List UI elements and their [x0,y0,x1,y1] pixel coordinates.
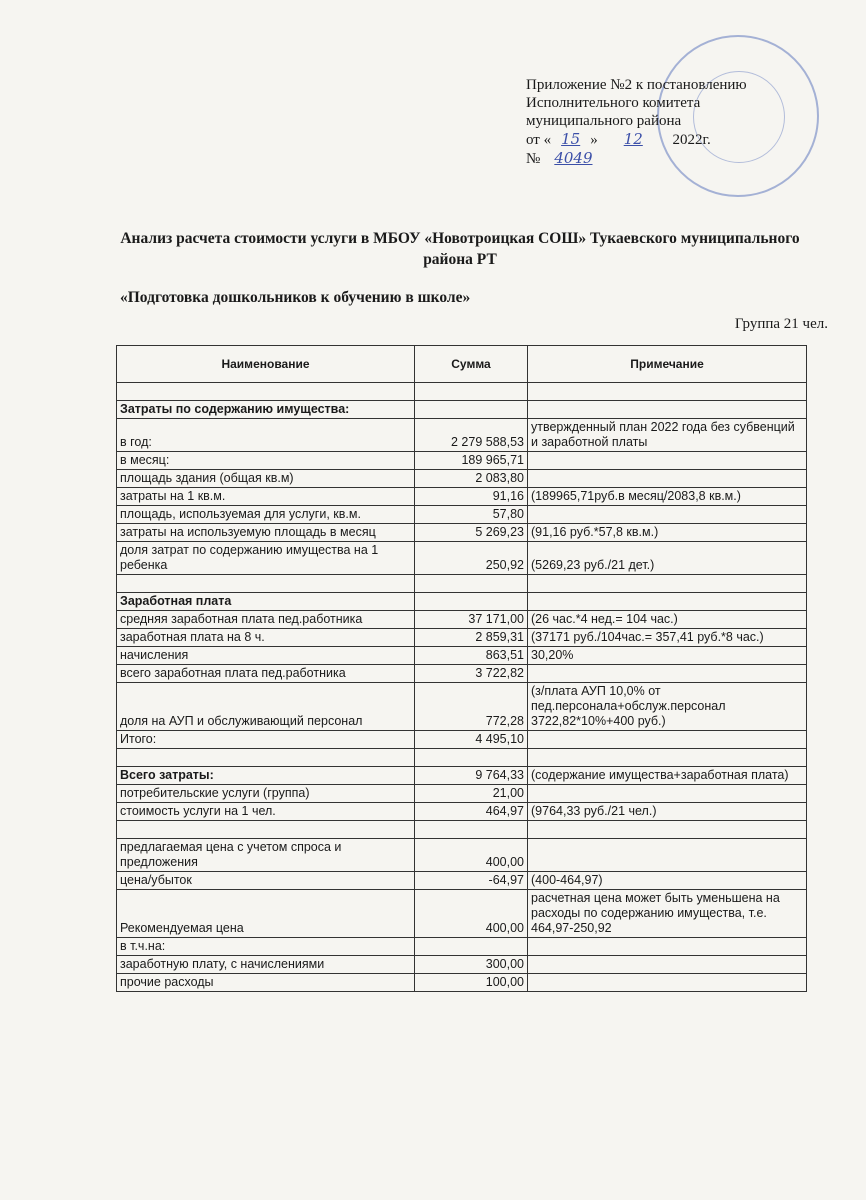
row-sum: 5 269,23 [415,524,528,542]
table-row [117,524,807,542]
row-sum: 400,00 [415,839,528,872]
row-name: Итого: [117,731,415,749]
row-note [528,749,807,767]
appendix-line-3: муниципального района [526,113,682,129]
row-name: прочие расходы [117,974,415,992]
table-row [117,593,807,611]
row-note [528,383,807,401]
row-name: затраты на используемую площадь в месяц [117,524,415,542]
row-name [117,749,415,767]
row-name: площадь здания (общая кв.м) [117,470,415,488]
row-sum: 21,00 [415,785,528,803]
table-row [117,647,807,665]
table-row [117,956,807,974]
table-row [117,575,807,593]
document-title: Анализ расчета стоимости услуги в МБОУ «Новотроицкая СОШ» Тукаевского муниципального района РТ [120,230,800,268]
appendix-line-2: Исполнительного комитета [526,95,701,111]
header-note: Примечание [528,346,807,383]
date-prefix: от « [526,132,552,148]
table-row [117,488,807,506]
row-note [528,938,807,956]
row-sum: 3 722,82 [415,665,528,683]
row-name: предлагаемая цена с учетом спроса и предложения [117,839,415,872]
row-sum: 2 859,31 [415,629,528,647]
row-note [528,575,807,593]
table-row [117,749,807,767]
table-row [117,938,807,956]
header-name: Наименование [117,346,415,383]
row-sum: 9 764,33 [415,767,528,785]
row-sum: 464,97 [415,803,528,821]
row-sum: 2 279 588,53 [415,419,528,452]
row-name: заработная плата на 8 ч. [117,629,415,647]
row-note: (37171 руб./104час.= 357,41 руб.*8 час.) [528,629,807,647]
row-name: в год: [117,419,415,452]
appendix-header [526,76,846,168]
row-sum [415,938,528,956]
date-day: 15 [561,130,581,148]
row-sum: 37 171,00 [415,611,528,629]
row-sum: 91,16 [415,488,528,506]
row-name: стоимость услуги на 1 чел. [117,803,415,821]
row-note [528,506,807,524]
row-name: Заработная плата [117,593,415,611]
row-name: доля на АУП и обслуживающий персонал [117,683,415,731]
header-sum: Сумма [415,346,528,383]
row-name: средняя заработная плата пед.работника [117,611,415,629]
table-row [117,785,807,803]
row-name: в т.ч.на: [117,938,415,956]
row-name: начисления [117,647,415,665]
table-row [117,839,807,872]
appendix-line-1: Приложение №2 к постановлению [526,77,747,93]
row-name: заработную плату, с начислениями [117,956,415,974]
document-subtitle: «Подготовка дошкольников к обучению в школе» [120,289,471,306]
row-note: (содержание имущества+заработная плата) [528,767,807,785]
row-note: (91,16 руб.*57,8 кв.м.) [528,524,807,542]
row-sum: 400,00 [415,890,528,938]
date-month: 12 [623,130,643,148]
appendix-number [526,149,846,168]
number-value: 4049 [554,149,593,167]
row-sum: 300,00 [415,956,528,974]
row-note [528,593,807,611]
table-row [117,401,807,419]
row-note [528,839,807,872]
row-name: в месяц: [117,452,415,470]
row-sum [415,401,528,419]
row-sum: 4 495,10 [415,731,528,749]
table-row [117,419,807,452]
row-name: затраты на 1 кв.м. [117,488,415,506]
table-row [117,383,807,401]
table-row [117,470,807,488]
row-sum: 250,92 [415,542,528,575]
row-name: Всего затраты: [117,767,415,785]
row-note [528,785,807,803]
row-sum [415,383,528,401]
row-name: цена/убыток [117,872,415,890]
row-sum: 189 965,71 [415,452,528,470]
row-sum: 57,80 [415,506,528,524]
row-note [528,956,807,974]
table-header-row [117,346,807,383]
table-row [117,821,807,839]
row-note: (26 час.*4 нед.= 104 час.) [528,611,807,629]
row-note: (189965,71руб.в месяц/2083,8 кв.м.) [528,488,807,506]
table-row [117,611,807,629]
row-note [528,731,807,749]
date-sep: » [590,132,598,148]
row-sum: 772,28 [415,683,528,731]
number-prefix: № [526,151,541,167]
row-note [528,401,807,419]
row-note [528,974,807,992]
row-note [528,452,807,470]
table-row [117,665,807,683]
group-size: Группа 21 чел. [734,316,828,332]
row-sum [415,821,528,839]
row-name: доля затрат по содержанию имущества на 1 ребенка [117,542,415,575]
table-row [117,731,807,749]
row-name [117,575,415,593]
row-name: Рекомендуемая цена [117,890,415,938]
table-row [117,872,807,890]
table-row [117,683,807,731]
table-row [117,506,807,524]
row-note [528,821,807,839]
row-sum [415,749,528,767]
row-note: (з/плата АУП 10,0% от пед.персонала+обслуж.персонал 3722,82*10%+400 руб.) [528,683,807,731]
row-name: Затраты по содержанию имущества: [117,401,415,419]
row-note [528,470,807,488]
table-row [117,767,807,785]
row-note: утвержденный план 2022 года без субвенций и заработной платы [528,419,807,452]
row-name [117,383,415,401]
appendix-date [526,130,846,149]
row-note: (9764,33 руб./21 чел.) [528,803,807,821]
row-note: (400-464,97) [528,872,807,890]
table-row [117,974,807,992]
row-sum: 100,00 [415,974,528,992]
cost-analysis-table [116,345,807,992]
row-sum: 863,51 [415,647,528,665]
row-sum: 2 083,80 [415,470,528,488]
row-note: 30,20% [528,647,807,665]
row-note [528,665,807,683]
table-row [117,452,807,470]
row-note: расчетная цена может быть уменьшена на расходы по содержанию имущества, т.е. 464,97-250,92 [528,890,807,938]
row-sum [415,593,528,611]
row-sum [415,575,528,593]
row-name: всего заработная плата пед.работника [117,665,415,683]
row-sum: -64,97 [415,872,528,890]
table-row [117,890,807,938]
row-name: потребительские услуги (группа) [117,785,415,803]
table-row [117,803,807,821]
date-year: 2022г. [672,132,711,148]
row-name: площадь, используемая для услуги, кв.м. [117,506,415,524]
row-name [117,821,415,839]
row-note: (5269,23 руб./21 дет.) [528,542,807,575]
table-row [117,629,807,647]
table-row [117,542,807,575]
